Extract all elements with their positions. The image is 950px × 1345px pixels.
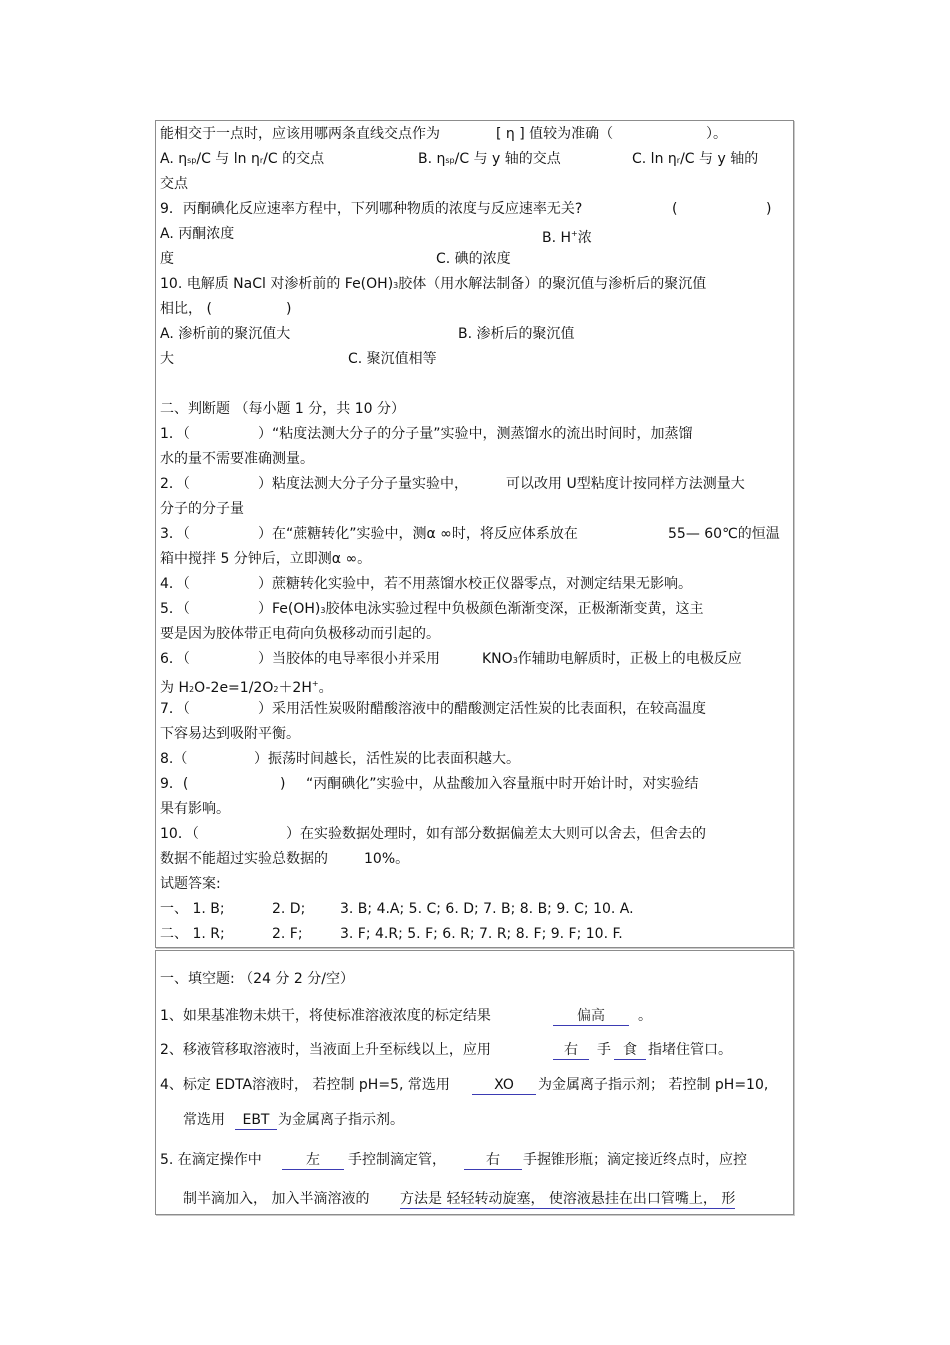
judge-5-num: 5．（ — [160, 601, 190, 617]
answers-row-2-b: 2. F; — [272, 926, 303, 942]
fill-4-answer-2: EBT — [235, 1110, 277, 1130]
judge-6-num: 6．（ — [160, 651, 190, 667]
q10-option-a: A. 渗析前的聚沉值大 — [160, 326, 291, 342]
q10-option-b-wrap: 大 — [160, 351, 174, 367]
q9-stem: 9．丙酮碘化反应速率方程中，下列哪种物质的浓度与反应速率无关? — [160, 201, 583, 217]
judge-2-text: ）粘度法测大分子分子量实验中， — [258, 476, 468, 492]
fill-5-text-b: 制半滴加入， 加入半滴溶液的 — [183, 1191, 370, 1207]
fill-5-answer-2: 右 — [464, 1150, 522, 1170]
fill-2-answer-2: 食 — [614, 1040, 646, 1060]
judge-3-text-b: 55— 60℃的恒温 — [668, 526, 780, 542]
answers-row-2-c: 3. F; 4.R; 5. F; 6. R; 7. R; 8. F; 9. F; 10. F. — [340, 926, 623, 942]
judge-9-wrap: 果有影响。 — [160, 801, 230, 817]
q8-close: ）。 — [706, 126, 727, 142]
answers-row-1-a: 一、 1. B; — [160, 901, 225, 917]
fill-4-mid: 为金属离子指示剂； 若控制 pH=10, — [538, 1077, 769, 1093]
q10-option-b: B. 渗析后的聚沉值 — [458, 326, 575, 342]
judge-1-text: ）“粘度法测大分子的分子量”实验中，测蒸馏水的流出时间时，加蒸馏 — [258, 426, 693, 442]
q9-option-a: A. 丙酮浓度 — [160, 226, 235, 242]
q8-option-c: C. ln ηr/C 与 y 轴的 — [632, 151, 759, 167]
judge-2-wrap: 分子的分子量 — [160, 501, 244, 517]
judge-4-text: ）蔗糖转化实验中，若不用蒸馏水校正仪器零点，对测定结果无影响。 — [258, 576, 692, 592]
q9-option-b-wrap: 度 — [160, 251, 174, 267]
judge-6-text-b: KNO3作辅助电解质时，正极上的电极反应 — [482, 651, 742, 667]
judge-10-num: 10．（ — [160, 826, 199, 842]
q9-option-c: C. 碘的浓度 — [436, 251, 511, 267]
judge-10-text: ）在实验数据处理时，如有部分数据偏差太大则可以舍去，但舍去的 — [286, 826, 706, 842]
fill-4-text: 4、标定 EDTA溶液时， 若控制 pH=5, 常选用 — [160, 1077, 450, 1093]
q8-option-b: B. ηsp/C 与 y 轴的交点 — [418, 151, 561, 167]
judge-9-close: ) — [280, 776, 286, 792]
section-title-judgement: 二、判断题 （每小题 1 分，共 10 分） — [160, 401, 405, 417]
q8-stem: 能相交于一点时，应该用哪两条直线交点作为 — [160, 126, 440, 142]
q10-stem-l2: 相比， ( — [160, 301, 212, 317]
judge-3-wrap: 箱中搅拌 5 分钟后，立即测α ∞。 — [160, 551, 372, 567]
q9-open: ( — [672, 201, 678, 217]
judge-5-wrap: 要是因为胶体带正电荷向负极移动而引起的。 — [160, 626, 440, 642]
fill-5-answer-3: 方法是 轻轻转动旋塞， 使溶液悬挂在出口管嘴上， 形 — [400, 1191, 736, 1207]
q9-option-b: B. H+浓 — [542, 229, 592, 246]
judge-8-num: 8.（ — [160, 751, 188, 767]
q10-stem: 10. 电解质 NaCl 对渗析前的 Fe(OH)3胶体（用水解法制备）的聚沉值与渗析后的聚沉值 — [160, 276, 707, 292]
judge-5-text: ）Fe(OH)3胶体电泳实验过程中负极颜色渐渐变深，正极渐渐变黄，这主 — [258, 601, 704, 617]
fill-5-text: 5. 在滴定操作中 — [160, 1152, 262, 1168]
q8-option-a: A. ηsp/C 与 ln ηr/C 的交点 — [160, 151, 325, 167]
fill-2-text: 2、移液管移取溶液时，当液面上升至标线以上，应用 — [160, 1042, 491, 1058]
fill-4-end: 为金属离子指示剂。 — [278, 1112, 404, 1128]
fill-2-end: 指堵住管口。 — [648, 1042, 732, 1058]
answers-title: 试题答案: — [160, 876, 221, 892]
judge-7-num: 7．（ — [160, 701, 190, 717]
answers-row-1-b: 2. D; — [272, 901, 306, 917]
judge-7-text: ）采用活性炭吸附醋酸溶液中的醋酸测定活性炭的比表面积，在较高温度 — [258, 701, 706, 717]
judge-4-num: 4．（ — [160, 576, 190, 592]
fill-5-end: 手握锥形瓶；滴定接近终点时，应控 — [523, 1152, 747, 1168]
answers-row-1-c: 3. B; 4.A; 5. C; 6. D; 7. B; 8. B; 9. C; 10. A. — [340, 901, 634, 917]
judge-3-num: 3．（ — [160, 526, 190, 542]
fill-2-answer-1: 右 — [553, 1040, 589, 1060]
fill-2-mid: 手 — [597, 1042, 611, 1058]
fill-section-title: 一、填空题: （24 分 2 分/空） — [160, 971, 354, 987]
judge-7-wrap: 下容易达到吸附平衡。 — [160, 726, 300, 742]
q8-option-c-wrap: 交点 — [160, 176, 188, 192]
judge-9-num: 9．( — [160, 776, 189, 792]
judge-3-text: ）在“蔗糖转化”实验中，测α ∞时，将反应体系放在 — [258, 526, 578, 542]
judge-10-pct: 10%。 — [364, 851, 410, 867]
fill-1-text: 1、如果基准物未烘干，将使标准溶液浓度的标定结果 — [160, 1008, 491, 1024]
judge-6-text: ）当胶体的电导率很小并采用 — [258, 651, 440, 667]
fill-1-answer: 偏高 — [553, 1006, 629, 1026]
answers-row-2-a: 二、 1. R; — [160, 926, 225, 942]
fill-5-answer-1: 左 — [282, 1150, 344, 1170]
fill-4-answer-1: XO — [472, 1075, 536, 1095]
judge-2-text-b: 可以改用 U型粘度计按同样方法测量大 — [506, 476, 745, 492]
q8-bracket: [ η ] 值较为准确（ — [496, 126, 614, 142]
fill-5-mid: 手控制滴定管， — [348, 1152, 446, 1168]
q10-close: ) — [286, 301, 292, 317]
judge-10-wrap: 数据不能超过实验总数据的 — [160, 851, 328, 867]
judge-1-num: 1．（ — [160, 426, 190, 442]
judge-9-text: “丙酮碘化”实验中，从盐酸加入容量瓶中时开始计时，对实验结 — [306, 776, 699, 792]
judge-1-wrap: 水的量不需要准确测量。 — [160, 451, 314, 467]
judge-8-text: ）振荡时间越长，活性炭的比表面积越大。 — [254, 751, 520, 767]
q10-option-c: C. 聚沉值相等 — [348, 351, 437, 367]
fill-4-text-b: 常选用 — [183, 1112, 225, 1128]
judge-2-num: 2．（ — [160, 476, 190, 492]
judge-6-wrap: 为 H2O-2e=1/2O2＋2H+。 — [160, 679, 333, 696]
fill-1-end: 。 — [638, 1008, 652, 1024]
q9-close: ) — [766, 201, 772, 217]
